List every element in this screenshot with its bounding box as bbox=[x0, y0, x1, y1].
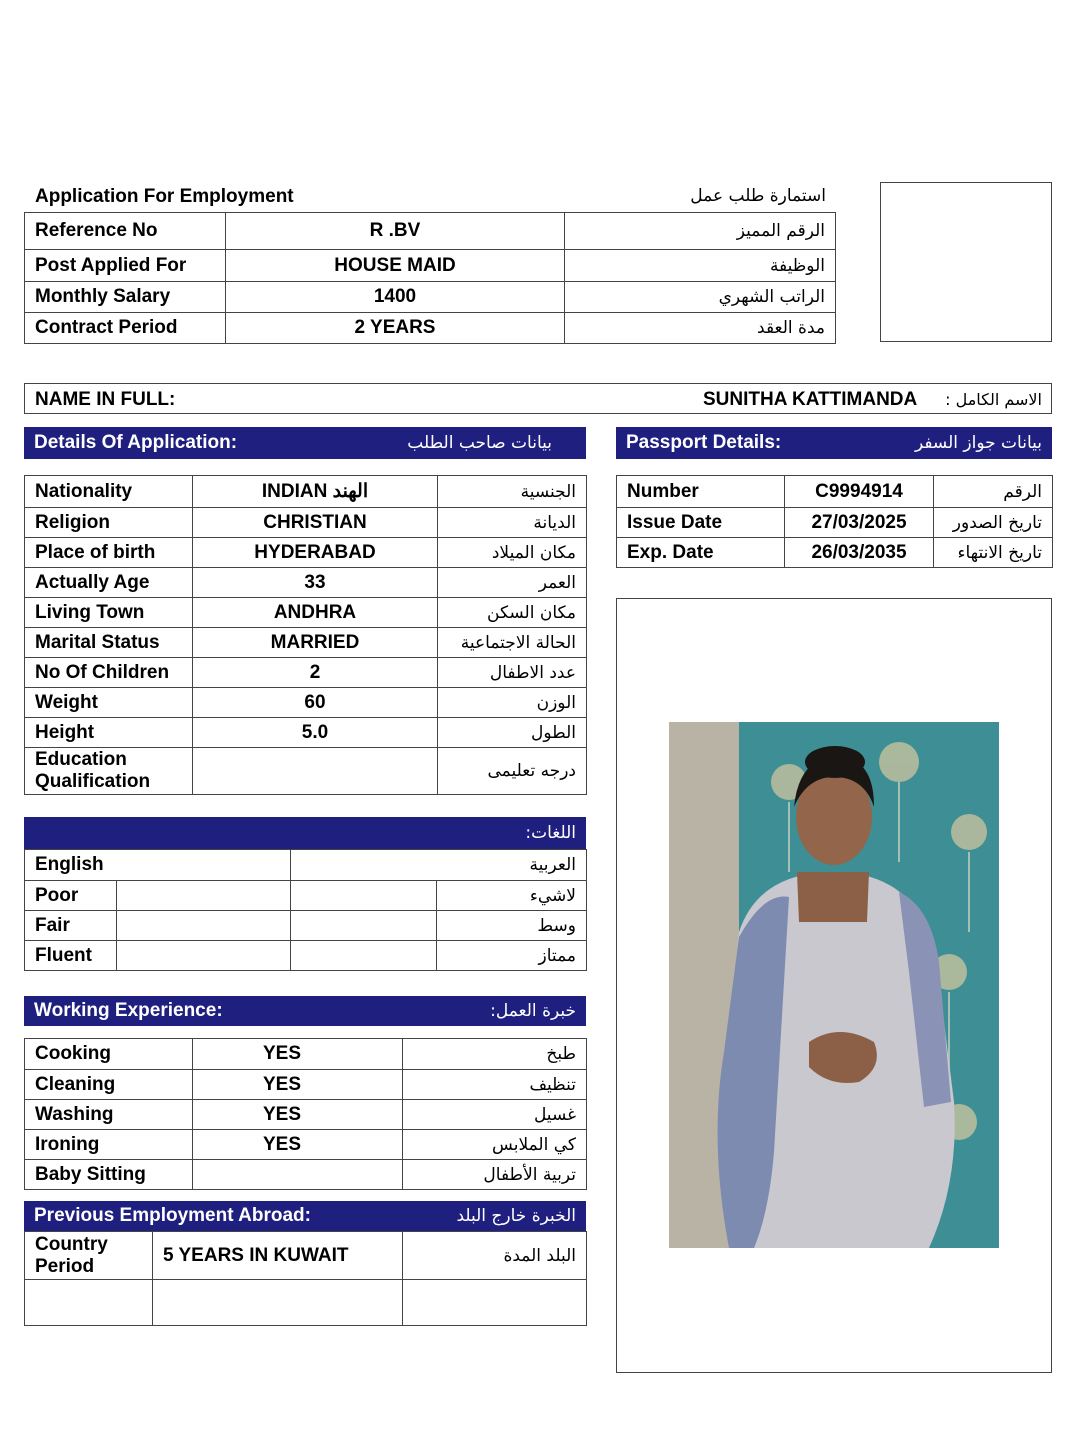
form-title-en: Application For Employment bbox=[35, 186, 294, 207]
passport-table bbox=[616, 475, 1053, 568]
language-header-en: English bbox=[25, 850, 291, 881]
detail-label: Education Qualification bbox=[25, 748, 193, 795]
detail-label-ar: مكان الميلاد bbox=[438, 538, 587, 568]
full-name-value: SUNITHA KATTIMANDA bbox=[703, 389, 918, 410]
form-title-ar: استمارة طلب عمل bbox=[690, 186, 826, 206]
detail-label-ar: الحالة الاجتماعية bbox=[438, 628, 587, 658]
passport-label-ar: الرقم bbox=[934, 476, 1053, 508]
language-header-ar: العربية bbox=[291, 850, 587, 881]
work-value bbox=[193, 1160, 403, 1190]
passport-section-title-ar: بيانات جواز السفر bbox=[914, 433, 1042, 453]
detail-value: 5.0 bbox=[193, 718, 438, 748]
language-level-label: Poor bbox=[25, 881, 117, 911]
detail-label: Actually Age bbox=[25, 568, 193, 598]
abroad-empty-cell bbox=[403, 1280, 587, 1326]
contract-period-label: Contract Period bbox=[25, 313, 226, 344]
abroad-label-ar: البلد المدة bbox=[403, 1232, 587, 1280]
details-section-bar bbox=[24, 427, 586, 459]
table-row bbox=[25, 598, 587, 628]
table-row bbox=[617, 476, 1053, 508]
table-row bbox=[25, 881, 587, 911]
table-row bbox=[25, 1280, 587, 1326]
abroad-section-title: Previous Employment Abroad: bbox=[34, 1205, 311, 1226]
table-row bbox=[25, 718, 587, 748]
table-row bbox=[25, 748, 587, 795]
work-value: YES bbox=[193, 1070, 403, 1100]
photo-box-small bbox=[880, 182, 1052, 342]
detail-value: 33 bbox=[193, 568, 438, 598]
work-label: Cleaning bbox=[25, 1070, 193, 1100]
languages-section-bar bbox=[24, 817, 586, 849]
detail-value bbox=[193, 748, 438, 795]
passport-label: Exp. Date bbox=[617, 538, 785, 568]
post-applied-value: HOUSE MAID bbox=[226, 250, 565, 282]
passport-section-title: Passport Details: bbox=[626, 432, 782, 453]
language-level-label: Fair bbox=[25, 911, 117, 941]
detail-value: ANDHRA bbox=[193, 598, 438, 628]
reference-no-label-ar: الرقم المميز bbox=[565, 213, 836, 250]
abroad-empty-cell bbox=[25, 1280, 153, 1326]
detail-label-ar: الوزن bbox=[438, 688, 587, 718]
table-row bbox=[25, 628, 587, 658]
monthly-salary-value: 1400 bbox=[226, 282, 565, 313]
applicant-photo-illustration bbox=[669, 722, 999, 1248]
language-level-label-ar: لاشيء bbox=[437, 881, 587, 911]
table-row bbox=[25, 688, 587, 718]
work-section-bar bbox=[24, 996, 586, 1026]
full-name-label-ar: الاسم الكامل : bbox=[945, 390, 1042, 409]
table-row bbox=[25, 1232, 587, 1280]
post-applied-label-ar: الوظيفة bbox=[565, 250, 836, 282]
detail-label-ar: عدد الاطفال bbox=[438, 658, 587, 688]
top-info-table bbox=[24, 212, 836, 344]
abroad-label: Country Period bbox=[25, 1232, 153, 1280]
table-row bbox=[25, 538, 587, 568]
work-section-title-ar: خبرة العمل: bbox=[490, 1001, 576, 1021]
language-cell bbox=[117, 881, 291, 911]
abroad-value: 5 YEARS IN KUWAIT bbox=[153, 1232, 403, 1280]
work-label-ar: كي الملابس bbox=[403, 1130, 587, 1160]
table-row bbox=[617, 508, 1053, 538]
details-section-title: Details Of Application: bbox=[34, 432, 238, 453]
monthly-salary-label-ar: الراتب الشهري bbox=[565, 282, 836, 313]
work-value: YES bbox=[193, 1100, 403, 1130]
passport-section-bar bbox=[616, 427, 1052, 459]
passport-value: 26/03/2035 bbox=[785, 538, 934, 568]
table-row bbox=[25, 213, 836, 250]
detail-value: 2 bbox=[193, 658, 438, 688]
detail-value: HYDERABAD bbox=[193, 538, 438, 568]
full-name-row bbox=[24, 383, 1052, 414]
language-level-label-ar: وسط bbox=[437, 911, 587, 941]
table-row bbox=[25, 508, 587, 538]
detail-label-ar: الطول bbox=[438, 718, 587, 748]
work-label-ar: تربية الأطفال bbox=[403, 1160, 587, 1190]
passport-label-ar: تاريخ الصدور bbox=[934, 508, 1053, 538]
table-row bbox=[25, 941, 587, 971]
full-name-label: NAME IN FULL: bbox=[35, 389, 176, 410]
work-table bbox=[24, 1038, 587, 1190]
passport-label-ar: تاريخ الانتهاء bbox=[934, 538, 1053, 568]
detail-value: CHRISTIAN bbox=[193, 508, 438, 538]
table-row bbox=[25, 1160, 587, 1190]
language-level-label-ar: ممتاز bbox=[437, 941, 587, 971]
detail-value: INDIAN الهند bbox=[193, 476, 438, 508]
work-section-title: Working Experience: bbox=[34, 1000, 223, 1021]
detail-label-ar: الديانة bbox=[438, 508, 587, 538]
contract-period-label-ar: مدة العقد bbox=[565, 313, 836, 344]
table-row bbox=[25, 313, 836, 344]
detail-label: Living Town bbox=[25, 598, 193, 628]
languages-table bbox=[24, 849, 587, 971]
work-label-ar: تنظيف bbox=[403, 1070, 587, 1100]
table-row bbox=[25, 282, 836, 313]
work-label: Washing bbox=[25, 1100, 193, 1130]
table-row bbox=[25, 850, 587, 881]
detail-value: 60 bbox=[193, 688, 438, 718]
abroad-table bbox=[24, 1231, 587, 1326]
detail-label: Religion bbox=[25, 508, 193, 538]
work-label-ar: غسيل bbox=[403, 1100, 587, 1130]
applicant-photo bbox=[669, 722, 999, 1248]
monthly-salary-label: Monthly Salary bbox=[25, 282, 226, 313]
work-label-ar: طبخ bbox=[403, 1039, 587, 1070]
language-cell bbox=[291, 911, 437, 941]
detail-label: Weight bbox=[25, 688, 193, 718]
detail-label: Marital Status bbox=[25, 628, 193, 658]
detail-label-ar: درجه تعليمى bbox=[438, 748, 587, 795]
passport-label: Number bbox=[617, 476, 785, 508]
abroad-empty-cell bbox=[153, 1280, 403, 1326]
table-row bbox=[25, 658, 587, 688]
detail-label-ar: الجنسية bbox=[438, 476, 587, 508]
table-row bbox=[617, 538, 1053, 568]
detail-label: Place of birth bbox=[25, 538, 193, 568]
passport-value: 27/03/2025 bbox=[785, 508, 934, 538]
post-applied-label: Post Applied For bbox=[25, 250, 226, 282]
table-row bbox=[25, 476, 587, 508]
contract-period-value: 2 YEARS bbox=[226, 313, 565, 344]
language-level-label: Fluent bbox=[25, 941, 117, 971]
detail-label: Nationality bbox=[25, 476, 193, 508]
reference-no-label: Reference No bbox=[25, 213, 226, 250]
table-row bbox=[25, 250, 836, 282]
table-row bbox=[25, 568, 587, 598]
language-cell bbox=[291, 941, 437, 971]
passport-value: C9994914 bbox=[785, 476, 934, 508]
table-row bbox=[25, 911, 587, 941]
detail-label-ar: مكان السكن bbox=[438, 598, 587, 628]
reference-no-value: R .BV bbox=[226, 213, 565, 250]
details-section-title-ar: بيانات صاحب الطلب bbox=[407, 433, 552, 453]
languages-section-title-ar: اللغات: bbox=[525, 823, 576, 843]
detail-label: No Of Children bbox=[25, 658, 193, 688]
table-row bbox=[25, 1039, 587, 1070]
work-value: YES bbox=[193, 1039, 403, 1070]
language-cell bbox=[117, 941, 291, 971]
abroad-section-bar bbox=[24, 1201, 586, 1231]
language-cell bbox=[291, 881, 437, 911]
work-label: Baby Sitting bbox=[25, 1160, 193, 1190]
work-label: Cooking bbox=[25, 1039, 193, 1070]
abroad-section-title-ar: الخبرة خارج البلد bbox=[456, 1206, 576, 1226]
details-table bbox=[24, 475, 587, 795]
table-row bbox=[25, 1130, 587, 1160]
work-label: Ironing bbox=[25, 1130, 193, 1160]
passport-label: Issue Date bbox=[617, 508, 785, 538]
detail-value: MARRIED bbox=[193, 628, 438, 658]
work-value: YES bbox=[193, 1130, 403, 1160]
table-row bbox=[25, 1100, 587, 1130]
detail-label-ar: العمر bbox=[438, 568, 587, 598]
table-row bbox=[25, 1070, 587, 1100]
detail-label: Height bbox=[25, 718, 193, 748]
language-cell bbox=[117, 911, 291, 941]
